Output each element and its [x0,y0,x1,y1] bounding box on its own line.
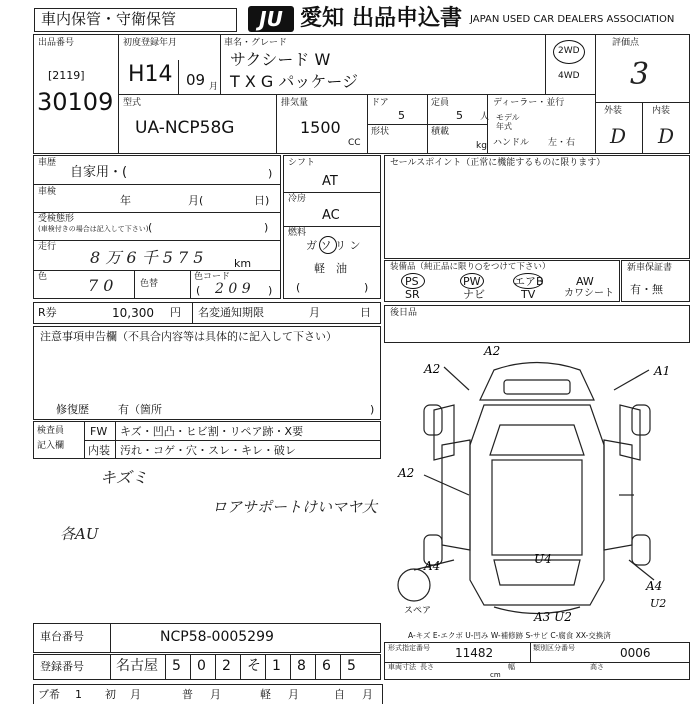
fuel-line2: 軽 油 [314,262,347,275]
aircon-label: 冷房 [288,194,307,204]
load-unit: kg [476,141,487,151]
car-body-outline [470,405,604,605]
equip-sr: SR [405,288,420,301]
sales-point-label: セールスポイント（正常に機能するものに限ります） [390,158,606,168]
type-number-label: 形式指定番号 [388,644,430,652]
mark-a2-mid: A2 [398,466,415,480]
equipment-label: 装備品（純正品に限り○をつけて下さい） [390,262,551,272]
inspector-label1: 検査員 [37,426,65,436]
mark-u2: U2 [650,597,667,610]
reg-digit: 6 [322,658,331,674]
right-front-door [620,405,640,460]
name-change-label: 名変通知期限 [198,306,264,319]
arrow-a4-right [629,560,654,580]
color-code-label: 色コード [194,272,231,282]
handle-value: 左・右 [548,138,576,148]
mark-a2-left: A2 [424,362,441,376]
accept-close: ) [264,221,269,234]
warranty-value: 有・無 [630,283,663,296]
fuel-close: ) [364,281,369,294]
front-grille [504,380,570,394]
load-label: 積載 [431,127,450,137]
history-value: 自家用・( [70,165,128,180]
reg-digit: 8 [297,658,306,674]
bottom-cell: 1 [75,688,82,701]
equip-seat: カワシート [564,288,614,299]
wheel-fl [424,405,442,435]
reg-digit: 5 [347,658,356,674]
form-title: 出品申込書 [352,6,463,31]
size-length: 長さ [420,663,434,671]
mileage-unit: km [234,257,252,270]
capacity-unit: 人 [480,112,490,122]
fuel-open: ( [296,281,301,294]
assoc-name: JAPAN USED CAR DEALERS ASSOCIATION [470,14,675,25]
bottom-cell: 月 [210,688,221,701]
ju-logo: JU [248,6,294,32]
aircon-value: AC [322,208,340,223]
wheel-rr [632,535,650,565]
displacement-value: 1500 [300,118,341,137]
car-name-line2: T X G パッケージ [230,72,359,91]
notes-label: 注意事項申告欄（不具合内容等は具体的に記入して下さい） [40,330,337,343]
car-name-label: 車名・グレード [224,38,288,48]
handle-label: ハンドル [493,138,530,148]
equip-navi: ナビ [463,288,485,301]
grade-value: 3 [630,57,650,92]
back-side-box [384,305,690,343]
back-side-label: 後日品 [390,308,418,318]
capacity-value: 5 [456,109,463,122]
spare-tire [398,569,430,601]
color-open: ( [196,284,201,297]
shape-label: 形状 [371,127,390,137]
storage-box [34,8,237,32]
repair-close: ) [370,403,375,416]
color-close: ) [268,284,273,297]
lot-label: 出品番号 [38,38,75,48]
accept-label2: (車検付きの場合は記入して下さい) [38,225,149,233]
bottom-cell: 初 [105,688,116,701]
size-height: 高さ [590,663,604,671]
bottom-cell: 自 [334,688,345,701]
size-width: 幅 [508,663,515,671]
size-unit: cm [490,671,501,679]
left-front-door [434,405,454,460]
repair-value: 有（箇所 [118,403,162,416]
equip-airb: エアB [514,275,544,288]
repair-label: 修復歴 [56,403,89,416]
org-name: 愛知 [300,6,345,31]
lot-bracket: [2119] [48,69,85,82]
name-change-month: 月 [309,306,320,319]
mark-a1-right: A1 [654,364,671,378]
storage-label: 車内保管・守衛保管 [41,10,177,28]
damage-legend: A-キズ E-エクボ U-凹み W-補修跡 S-サビ C-腐食 XX-交換済 [408,631,611,640]
arrow-a2-mid [424,475,469,495]
windshield [490,425,584,455]
warranty-label: 新車保証書 [627,263,673,273]
accept-open: ( [148,221,153,234]
lot-number: 30109 [37,88,114,116]
inspector-label2: 記入欄 [37,441,65,451]
reg-digit: 5 [172,658,181,674]
bottom-cell: ブ希 [38,688,60,701]
color-change-label: 色替 [140,279,159,289]
wheel-fr [632,405,650,435]
reg-digit: 2 [222,658,231,674]
reg-year-label: 初度登録年月 [123,38,178,48]
registration-label: 登録番号 [40,660,84,673]
inspection-day: 日) [254,194,270,207]
model-value: UA-NCP58G [135,118,235,138]
reg-month-unit: 月 [209,82,219,92]
int-text: 汚れ・コゲ・穴・スレ・キレ・破レ [120,444,296,457]
displacement-unit: CC [348,138,361,148]
name-change-day: 日 [360,306,371,319]
equip-tv: TV [521,288,536,301]
shift-value: AT [322,174,338,189]
grade-label: 評価点 [612,38,640,48]
spare-label: スペア [404,606,432,616]
mileage-label: 走行 [38,242,57,252]
displacement-label: 排気量 [281,98,309,108]
mark-a4-right: A4 [646,579,663,593]
roof [492,460,582,555]
recycle-label: R券 [38,306,57,319]
handwritten-note-1: キズミ [100,468,148,487]
color-label: 色 [38,272,48,282]
reg-era-year: H14 [128,62,173,87]
equip-pw: PW [463,275,481,288]
int-label: 内装 [88,444,110,457]
inspection-month: 月( [188,194,204,207]
handwritten-note-3: 各AU [60,525,99,543]
color-value: 7 0 [88,276,114,295]
bottom-cell: 月 [362,688,373,701]
fuel-label: 燃料 [288,228,307,238]
reg-digit: そ [247,658,261,674]
reg-digit: 1 [272,658,281,674]
history-label: 車歴 [38,158,57,168]
car-damage-diagram [384,345,690,625]
mark-a3-bottom: A3 U2 [534,610,572,624]
fw-text: キズ・凹凸・ヒビ割・リペア跡・X要 [120,425,304,438]
registration-place: 名古屋 [116,658,158,674]
exterior-value: D [610,124,627,148]
reg-month: 09 [186,71,206,89]
recycle-value: 10,300 [112,306,154,320]
doors-value: 5 [398,109,405,122]
handwritten-note-2: ロアサポートけいマヤ大 [212,498,378,516]
mark-u4: U4 [534,552,552,566]
bottom-cell: 普 [182,688,193,701]
model-label: 型式 [123,98,142,108]
bottom-cell: 軽 [260,688,271,701]
bottom-row [33,684,383,704]
accept-label1: 受検態形 [38,214,75,224]
bottom-cell: 月 [130,688,141,701]
drive-2wd: 2WD [558,46,580,56]
mark-a2-top: A2 [484,345,501,358]
mileage-value: 8 万 6 千 5 7 5 [90,248,204,267]
arrow-a2-left [444,367,469,390]
color-code-value: 2 0 9 [215,281,251,297]
drive-4wd: 4WD [558,71,580,81]
sales-point-box [384,155,690,259]
fuel-line1: ガ ソ リ ン [306,239,361,252]
type-number-value: 11482 [455,646,494,660]
fw-label: FW [90,425,108,438]
inspection-year: 年 [120,194,131,207]
recycle-unit: 円 [170,306,181,319]
equip-ps: PS [405,275,419,288]
chassis-value: NCP58-0005299 [160,629,274,645]
model-year-label2: 年式 [496,122,512,131]
interior-label: 内装 [652,106,671,116]
shift-label: シフト [288,158,316,168]
bottom-cell: 月 [288,688,299,701]
size-label: 車両寸法 [388,663,416,671]
car-name-line1: サクシード W [230,50,331,69]
interior-value: D [658,124,675,148]
dealer-label: ディーラー・並行 [493,98,565,108]
capacity-label: 定員 [431,98,450,108]
history-close: ) [268,167,273,180]
equip-aw: AW [576,275,594,288]
reg-digit: 0 [197,658,206,674]
mark-a4-left: A4 [424,559,441,573]
class-number-value: 0006 [620,646,651,660]
chassis-label: 車台番号 [40,630,84,643]
inspection-label: 車検 [38,187,57,197]
arrow-a1-right [614,370,649,390]
doors-label: ドア [371,98,389,108]
exterior-label: 外装 [604,106,623,116]
class-number-label: 類別区分番号 [533,644,575,652]
model-year-label1: モデル [496,113,520,122]
